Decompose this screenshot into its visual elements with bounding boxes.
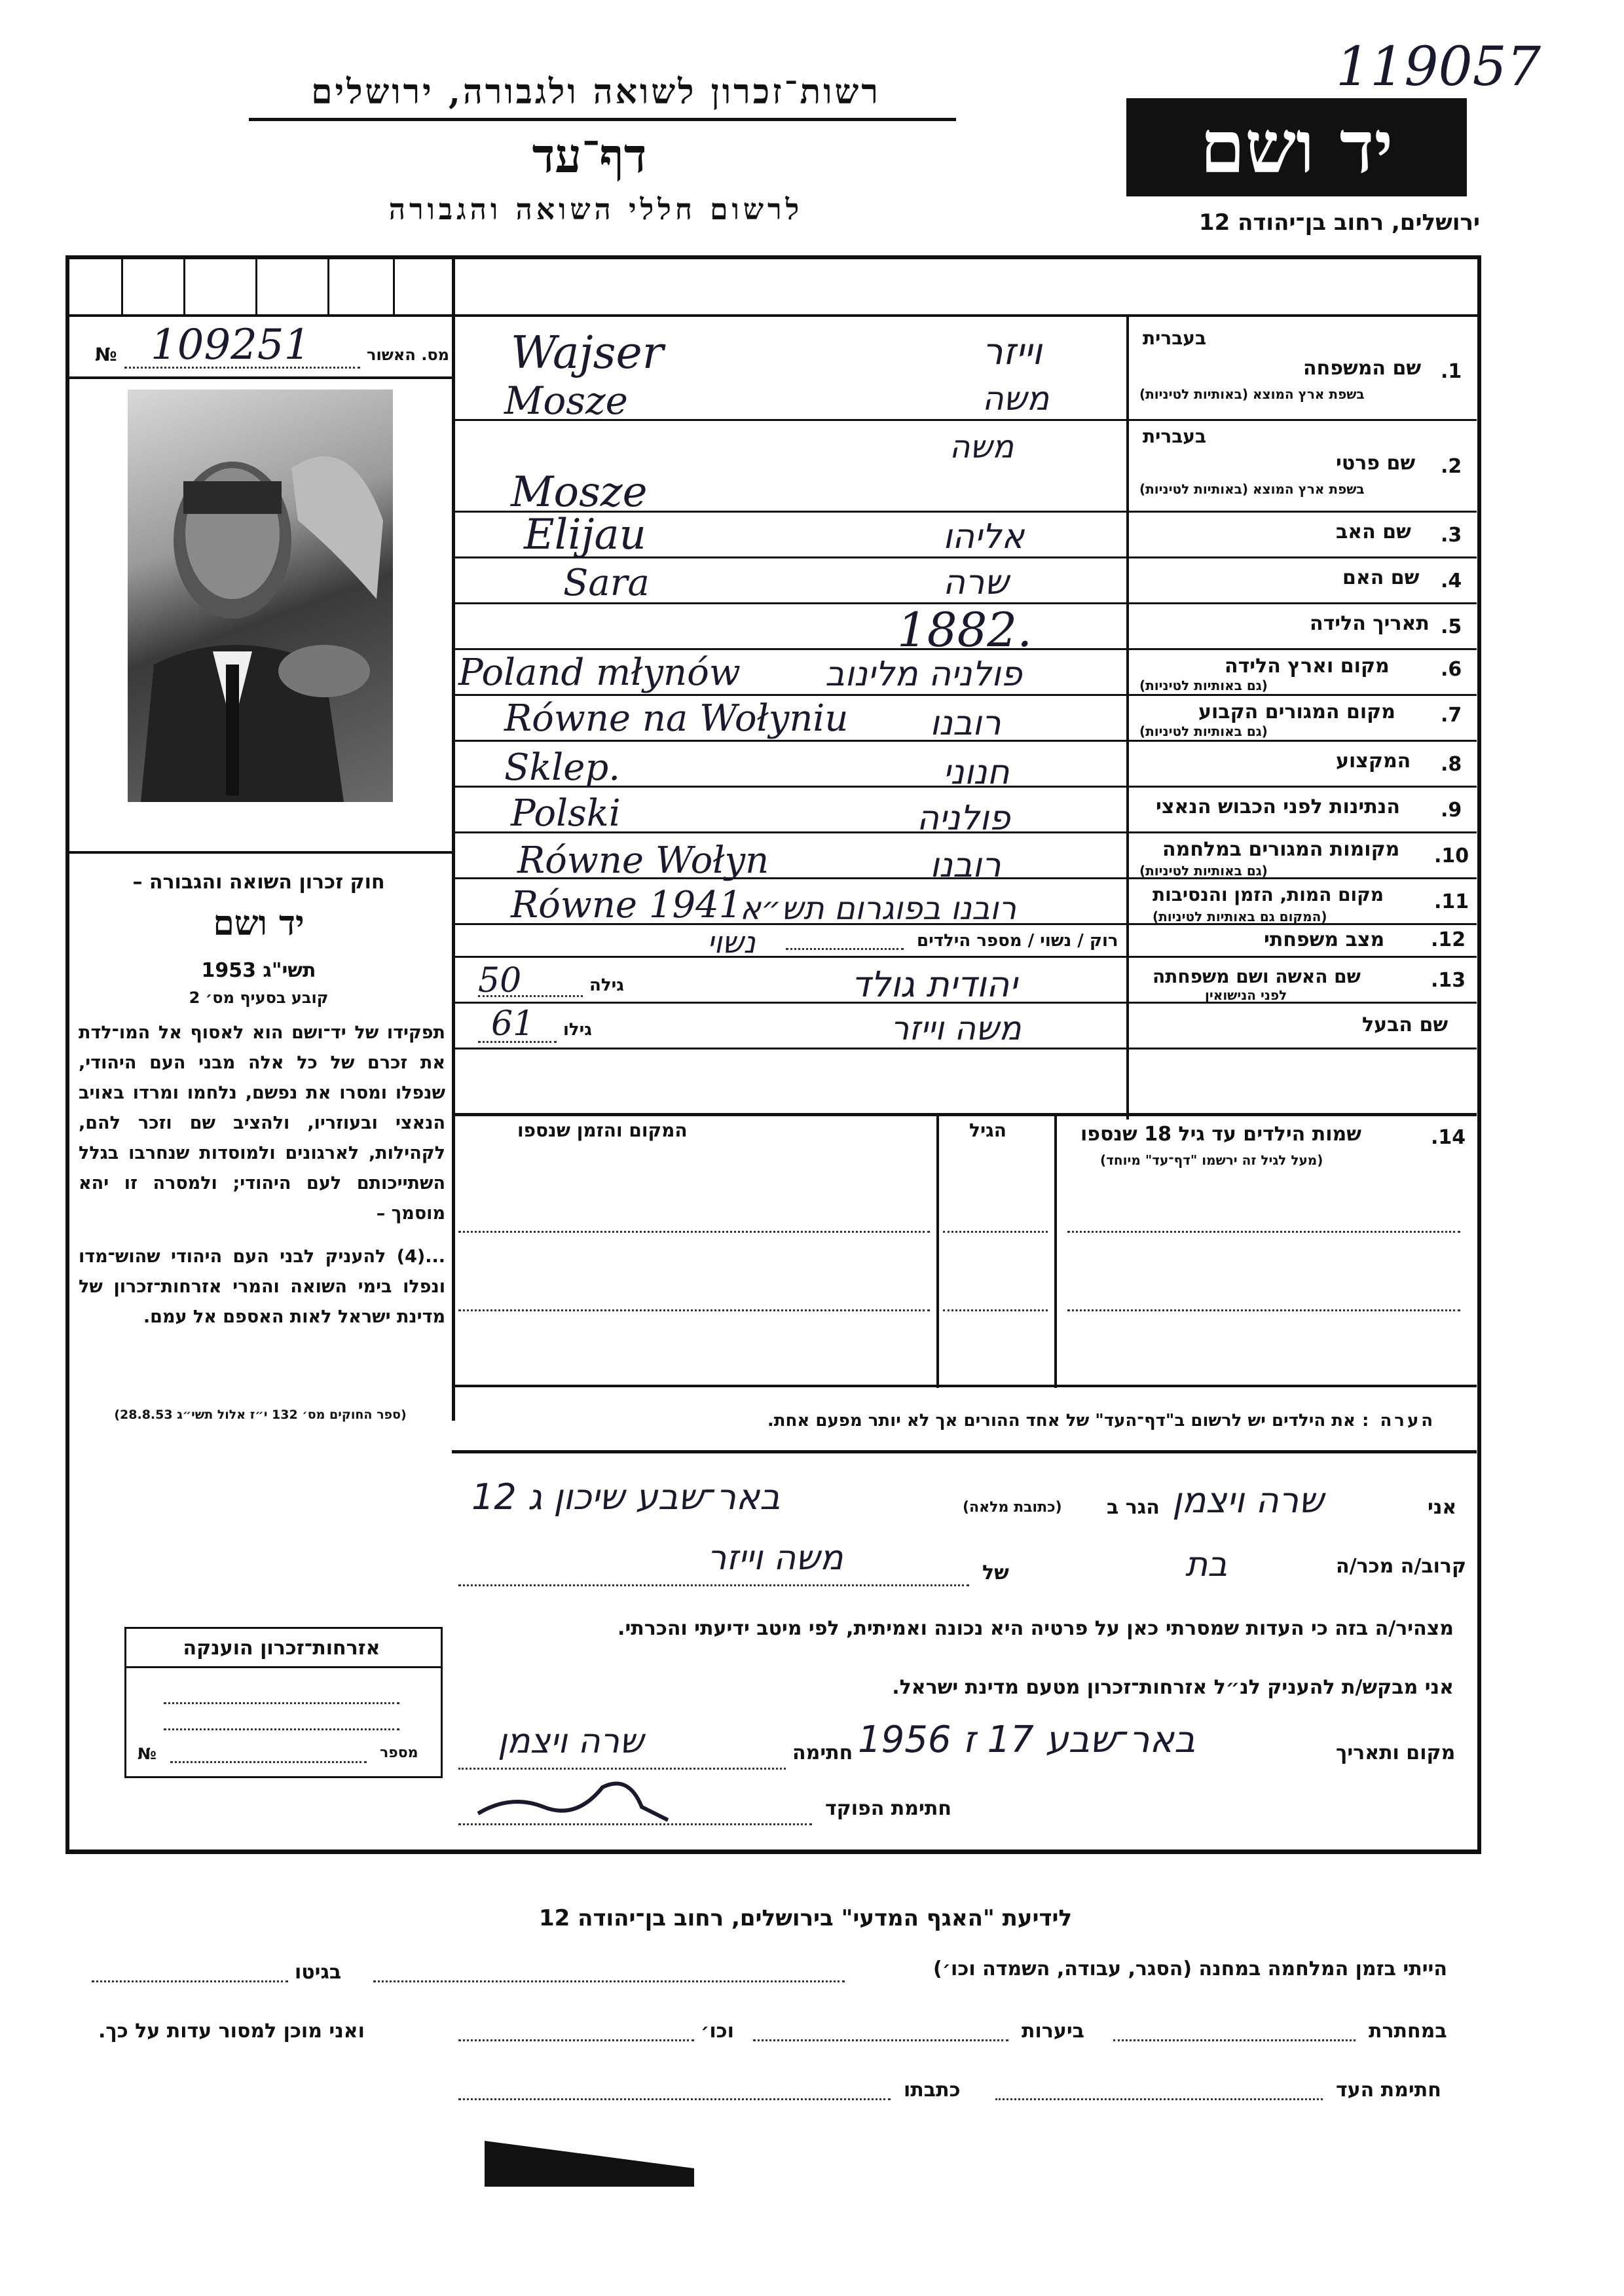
law-paragraph-2: ...(4) להעניק לבני העם היהודי שהוש־מדו ונפלו בימי השואה והמרי אזרחות־זכרון של מדינת ישראל לאות האספם אל עמם. [79,1247,445,1327]
footer-witness-signature-label: חתימת העד [1336,2079,1441,2102]
footer-camp-label: הייתי בזמן המלחמה במחנה (הסגר, עבודה, השמדה וכו׳) [933,1958,1447,1980]
left-column-divider [452,255,455,1421]
f1-value-hebrew: וייזר [982,331,1043,373]
citizenship-no-sign: № [138,1745,157,1763]
footer-ghetto-label: בגיטו [295,1961,342,1984]
citizenship-box-title: אזרחות־זכרון הוענקה [183,1637,380,1660]
f1-value-hebrew-2: משה [982,380,1050,418]
f11-sublabel: (המקום גם באותיות לטיניות) [1153,909,1327,924]
address-line: ירושלים, רחוב בן־יהודה 12 [1198,210,1480,236]
f14-col-place: המקום והזמן שנספו [517,1120,688,1141]
labels-divider [1126,314,1129,1120]
note-label: הערה : [1362,1411,1436,1430]
f7-value-hebrew: רובנו [930,704,1001,743]
f8-value-latin: Sklep. [504,746,620,789]
f14-sublabel: (מעל לגיל זה ירשמו "דף־עד" מיוחד) [1100,1152,1323,1168]
f8-number: 8. [1441,753,1462,776]
footer-testimony-label: ואני מוכן למסור עדות על כך. [98,2020,365,2043]
f1-value-latin: Wajser [511,327,664,379]
f6-number: 6. [1441,658,1462,681]
approval-no-sign: № [95,344,117,365]
authority-underline [249,118,956,121]
officer-signature-scribble [471,1768,681,1836]
f3-value-hebrew: אליהו [943,517,1025,556]
f8-label: המקצוע [1336,750,1411,773]
f5-value: 1882. [897,602,1033,657]
citizenship-number-label: מספר [380,1745,418,1761]
f14-label: שמות הילדים עד גיל 18 שנספו [1080,1123,1361,1146]
logo-text: יד ושם [1200,105,1393,189]
law-clause: קובע בסעיף מס׳ 2 [189,989,329,1007]
f10-number: 10. [1434,845,1469,867]
f3-number: 3. [1441,524,1462,547]
footer-etc-label: וכו׳ [701,2020,734,2043]
f2-number: 2. [1441,455,1462,478]
decl-resides-label: הגר ב [1107,1496,1160,1519]
f11-value-hebrew: רובנו בפוגרום תש״א [740,890,1016,927]
decl-request: אני מבקש/ת להעניק לנ״ל אזרחות־זכרון מטעם מדינת ישראל. [892,1676,1454,1699]
f9-value-hebrew: פולניה [917,799,1010,838]
f13-value: יהודית גולד [851,964,1018,1005]
f6-value-hebrew: פולניה מלינוב [825,655,1022,694]
note-text: את הילדים יש לרשום ב"דף־העד" של אחד ההורים אך לא יותר מפעם אחת. [767,1411,1356,1430]
f11-number: 11. [1434,890,1469,913]
f13-age-label: גילה [589,975,624,995]
footer-address-label: כתבתו [904,2079,961,2102]
top-strip-line [65,314,1477,317]
decl-address-hint: (כתובת מלאה) [963,1499,1062,1516]
f10-value-latin: Równe Wołyn [517,839,769,882]
f12-label: מצב משפחתי [1264,928,1385,951]
authority-name: רשות־זכרון לשואה ולגבורה, ירושלים [311,72,881,112]
f9-label: הנתינות לפני הכבוש הנאצי [1156,795,1400,818]
f1-number: 1. [1441,360,1462,383]
portrait-photo [128,390,393,802]
f2-sublabel: בשפת ארץ המוצא (באותיות לטיניות) [1139,481,1365,497]
f6-sublabel: (גם באותיות לטיניות) [1139,678,1268,693]
f9-value-latin: Polski [511,792,621,835]
decl-i-label: אני [1428,1496,1457,1519]
law-source: (ספר החוקים מס׳ 132 י״ז אלול תשי״ג 28.8.53) [114,1408,407,1422]
f11-label: מקום המות, הזמן והנסיבות [1153,884,1384,905]
f5-label: תאריך הלידה [1310,612,1430,635]
approval-number: 109251 [151,321,311,369]
f7-sublabel: (גם באותיות לטיניות) [1139,723,1268,739]
f5-number: 5. [1441,615,1462,638]
law-heading-name: יד ושם [213,903,304,943]
law-paragraph-1: תפקידו של יד־ושם הוא לאסוף אל המו־לדת את זכרם של כל אלה מבני העם היהודי, שנפלו ומסרו את נפשם, נלחמו ומרדו באויב הנאצי ובעוזריו, ולהציב שם וזכר להם, לקהילות, לארגונים ולמוסדות שנחרבו בגלל השתייכותם לעם היהודי; ולמסרה זו יהא מוסמך – [79,1023,445,1224]
f3-label: שם האב [1336,520,1411,543]
husband-value: משה וייזר [891,1010,1022,1048]
decl-relation-value: בת [1185,1545,1228,1584]
decl-signature-value: שרה ויצמן [498,1722,644,1761]
decl-relation-label: קרוב/ה מכר/ה [1336,1555,1467,1578]
f1-sublabel: בשפת ארץ המוצא (באותיות לטיניות) [1139,386,1365,402]
f13-sublabel: לפני הנישואין [1205,987,1287,1003]
form-title: דף־עד [532,128,647,183]
f2-value-latin: Mosze [511,468,648,517]
f10-value-hebrew: רובנו [930,846,1001,885]
decl-of-value: משה וייזר [707,1539,843,1578]
husband-label: שם הבעל [1362,1013,1449,1036]
f12-number: 12. [1431,928,1466,951]
f12-options: רוק / נשוי / מספר הילדים [917,931,1118,951]
f6-value-latin: Poland młynów [458,651,741,694]
f9-number: 9. [1441,799,1462,822]
footer-title: לידיעת "האגף המדעי" בירושלים, רחוב בן־יהודה 12 [538,1905,1073,1931]
decl-address-value: באר־שבע שיכון ג 12 [471,1476,781,1518]
decl-officer-label: חתימת הפוקד [825,1797,951,1820]
law-year: תשי"ג 1953 [201,959,316,982]
f13-label: שם האשה ושם משפחתה [1153,966,1361,987]
f4-label: שם האם [1342,566,1420,589]
f12-value: נשוי [707,924,756,960]
decl-statement: מצהיר/ה בזה כי העדות שמסרתי כאן על פרטיה היא נכונה ואמיתית, לפי מיטב ידיעתי והכרתי. [618,1617,1454,1640]
decl-i-value: שרה ויצמן [1172,1480,1324,1521]
f2-value-hebrew: משה [950,429,1014,465]
form-subtitle: לרשום חללי השואה והגבורה [388,193,803,227]
f13-number: 13. [1431,969,1466,992]
decl-of-label: של [982,1561,1009,1584]
husband-age-value: 61 [491,1004,535,1044]
f2-hebrew-tag: בעברית [1143,426,1207,447]
footer-forests-label: ביערות [1022,2020,1084,2043]
archive-number: 119057 [1336,36,1541,98]
f7-number: 7. [1441,704,1462,727]
scan-artifact [485,2141,694,2187]
yad-vashem-logo [1126,98,1467,196]
f11-value-latin: Równe 1941 [511,884,743,926]
f14-number: 14. [1431,1126,1466,1149]
f4-value-latin: Sara [563,562,650,604]
f1-hebrew-tag: בעברית [1143,327,1207,349]
law-text [79,1018,445,1332]
decl-place-date-label: מקום ותאריך [1336,1741,1456,1764]
f4-number: 4. [1441,570,1462,592]
f1-value-latin-2: Mosze [504,378,628,423]
f1-label: שם המשפחה [1303,357,1422,380]
f8-value-hebrew: חנוני [943,753,1010,792]
f7-label: מקום המגורים הקבוע [1198,701,1395,723]
f2-label: שם פרטי [1336,452,1416,475]
approval-label: מס. האשור [367,346,449,364]
f3-value-latin: Elijau [524,511,646,559]
footer-underground-label: במחתרת [1369,2020,1447,2043]
decl-place-date-value: באר־שבע 17 ז 1956 [858,1719,1196,1761]
portrait-figure [128,390,393,802]
f4-value-hebrew: שרה [943,563,1009,602]
f6-label: מקום וארץ הלידה [1225,655,1390,678]
f14-col-age: הגיל [969,1120,1006,1141]
f13-age-value: 50 [478,961,522,1000]
husband-age-label: גילו [563,1020,592,1040]
decl-signature-label: חתימה [792,1741,853,1764]
f7-value-latin: Równe na Wołyniu [504,697,849,740]
law-heading: חוק זכרון השואה והגבורה – [132,871,385,894]
f10-label: מקומות המגורים במלחמה [1162,838,1400,861]
f10-sublabel: (גם באותיות לטיניות) [1139,863,1268,879]
